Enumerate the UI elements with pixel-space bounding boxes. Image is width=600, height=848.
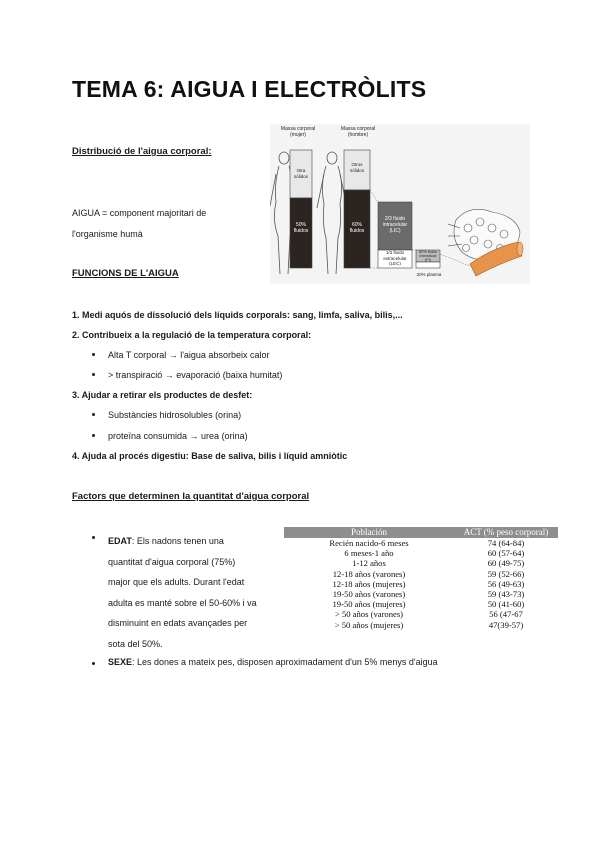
table-row: [284, 599, 558, 609]
body-water-figure: [270, 124, 530, 284]
funcio-4-title: 4. Ajuda al procés digestiu: [72, 451, 186, 461]
sexe-text: : Les dones a mateix pes, disposen aproximadament d'un 5% menys d'aigua: [132, 657, 438, 667]
edat-line-4: adulta es manté sobre el 50-60% i va: [108, 597, 257, 608]
table-row: [284, 569, 558, 579]
table-row: [284, 548, 558, 558]
sexe-label: SEXE: [108, 657, 133, 667]
cell-population: 19-50 años (varones): [332, 588, 406, 599]
female-fluids-label: fluidos: [293, 228, 309, 234]
bullet-icon: [92, 353, 95, 356]
edat-line-3: major que els adults. Durant l'edat: [108, 577, 245, 587]
table-header: [284, 527, 558, 538]
funcio-3-bullet-1: Substàncies hidrosolubles (orina): [108, 410, 242, 420]
extracellular-label1: 1/3 fluido: [385, 250, 405, 255]
cell-population: Recién nacido-6 meses: [329, 538, 409, 548]
edat-label: EDAT: [108, 536, 132, 546]
cell-population: 12-18 años (varones): [332, 568, 406, 579]
male-solids-label2: sólidos: [349, 167, 364, 173]
table-row: [284, 620, 558, 630]
male-mass-sublabel: (hombre): [347, 132, 369, 138]
bullet-icon: [92, 413, 95, 416]
funcio-3-bullet-2: proteïna consumida → urea (orina): [108, 431, 248, 441]
funcio-2-bullet-2: > transpiració → evaporació (baixa humitat): [108, 370, 283, 380]
cell-population: 1-12 años: [352, 558, 386, 569]
edat-line-6: sota del 50%.: [108, 638, 163, 649]
cell-population: 19-50 años (mujeres): [332, 599, 406, 610]
interstitial-label1: 80% fluido: [419, 250, 437, 254]
funcio-1: [72, 310, 403, 320]
funcio-3-title: 3. Ajudar a retirar els productes de desfet:: [72, 390, 253, 400]
cell-act: 59 (43-73): [487, 588, 525, 599]
intracellular-label1: 2/3 fluido: [384, 216, 406, 222]
male-fluids-percent: 60%: [351, 222, 362, 228]
header-act: ACT (% peso corporal): [463, 527, 549, 537]
cell-act: 56 (47-67: [489, 609, 523, 620]
intracellular-label3: (LIC): [389, 228, 401, 234]
cell-act: 60 (49-75): [487, 558, 525, 569]
funcions-heading: FUNCIONS DE L'AIGUA: [72, 268, 179, 279]
water-by-population-table: [284, 527, 558, 630]
bullet-icon: [92, 434, 95, 437]
funcio-2-title: 2. Contribueix a la regulació de la temperatura corporal:: [72, 330, 312, 340]
interstitial-label3: (FI): [425, 258, 431, 262]
edat-line-1: : Els nadons tenen una: [131, 536, 224, 546]
table-row: [284, 538, 558, 548]
female-mass-label: Massa corporal: [280, 126, 316, 132]
female-mass-sublabel: (mujer): [290, 132, 306, 138]
cell-act: 59 (52-66): [487, 568, 525, 579]
female-solids-label: Otra: [296, 168, 306, 173]
table-row: [284, 558, 558, 568]
cell-act: 74 (64-84): [487, 538, 525, 548]
interstitial-label2: intersticial: [419, 254, 437, 258]
table-row: [284, 589, 558, 599]
funcio-4-rest: : Base de saliva, bilis i líquid amniòtic: [185, 451, 348, 461]
bullet-icon: [92, 373, 95, 376]
funcio-2-bullet-1: Alta T corporal → l'aigua absorbeix calor: [108, 350, 270, 360]
cell-population: > 50 años (mujeres): [334, 619, 404, 630]
female-fluids-percent: 50%: [295, 222, 306, 228]
extracellular-label3: (LEC): [389, 261, 401, 266]
edat-paragraph: [108, 531, 288, 654]
aigua-definition-line1: AIGUA = component majoritari de: [72, 208, 207, 218]
table-row: [284, 609, 558, 619]
cell-act: 47(39-57): [488, 619, 524, 630]
male-solids-label: Otros: [351, 162, 363, 167]
cell-population: > 50 años (varones): [334, 609, 404, 620]
funcio-4: [72, 451, 347, 461]
intracellular-label2: intracelular: [382, 222, 408, 228]
edat-line-5: disminuint en edats avançades per: [108, 618, 248, 628]
female-solids-label2: sólidos: [293, 173, 308, 179]
funcio-1-rest: : sang, limfa, saliva, bilis,...: [287, 310, 403, 320]
male-mass-label: Massa corporal: [340, 126, 376, 132]
bullet-icon: [92, 662, 95, 665]
bullet-icon: [92, 536, 95, 539]
distribution-heading: Distribució de l'aigua corporal:: [72, 146, 212, 157]
header-population: Población: [351, 527, 387, 537]
cell-population: 6 meses-1 año: [344, 548, 394, 559]
edat-line-2: quantitat d'aigua corporal (75%): [108, 556, 236, 567]
factors-heading: Factors que determinen la quantitat d'aigua corporal: [72, 491, 310, 502]
plasma-label: 20% plasma: [416, 272, 442, 277]
cell-population: 12-18 años (mujeres): [332, 578, 406, 589]
cell-act: 60 (57-64): [487, 548, 525, 559]
table-row: [284, 579, 558, 589]
sexe-paragraph: [108, 656, 548, 668]
aigua-definition-line2: l'organisme humà: [72, 229, 143, 239]
cell-act: 56 (49-63): [487, 578, 525, 589]
male-fluids-label: fluidos: [349, 228, 365, 234]
funcio-1-title: 1. Medi aquós de dissolució dels líquids corporals: [72, 310, 288, 320]
extracellular-label2: extracelular: [383, 255, 407, 261]
page-title: TEMA 6: AIGUA I ELECTRÒLITS: [72, 76, 427, 102]
cell-act: 50 (41-60): [487, 599, 525, 610]
